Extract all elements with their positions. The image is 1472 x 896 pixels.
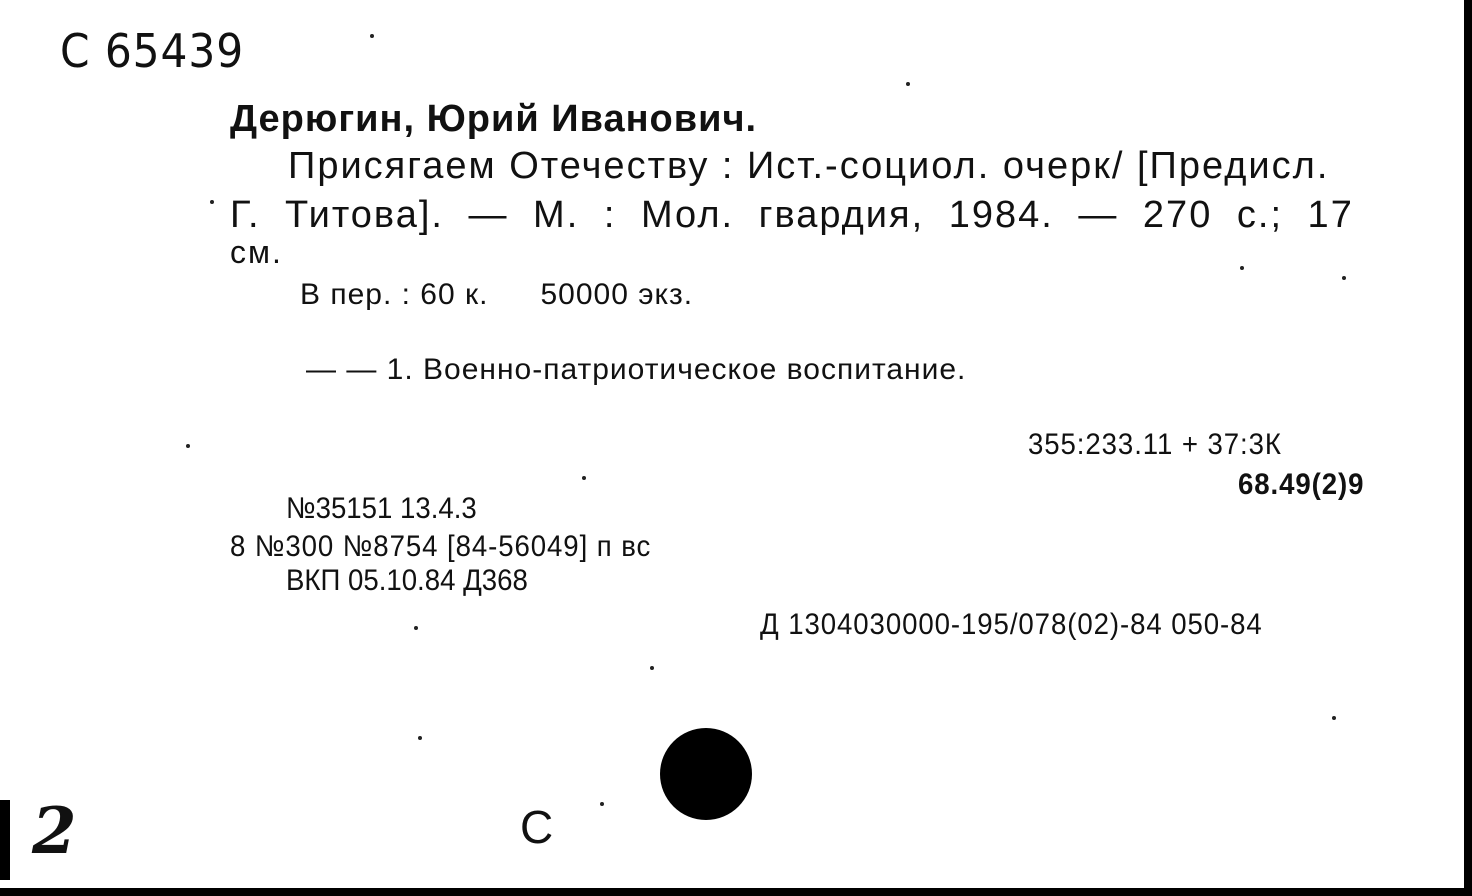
speck: [186, 444, 190, 448]
speck: [418, 736, 422, 740]
title-line-2: Г. Титова]. — М. : Мол. гвардия, 1984. — 270 с.; 17: [230, 194, 1354, 236]
price: В пер. : 60 к.: [300, 278, 489, 311]
price-line: [300, 280, 693, 310]
speck: [582, 476, 586, 480]
speck: [414, 626, 418, 630]
handwritten-mark: 2: [32, 794, 77, 869]
publisher-code: Д 1304030000-195/078(02)-84 050-84: [760, 608, 1263, 641]
title-line-3: см.: [230, 234, 283, 270]
title-line-1: Присягаем Отечеству : Ист.-социол. очерк/ [Предисл.: [288, 145, 1330, 187]
speck: [600, 802, 604, 806]
subject-heading: — — 1. Военно-патриотическое воспитание.: [306, 353, 967, 386]
letter-mark: С: [520, 801, 554, 853]
call-number: С 65439: [60, 24, 245, 78]
inventory-line-2: 8 №300 №8754 [84-56049] п вс: [230, 530, 652, 563]
author-heading: Дерюгин, Юрий Иванович.: [230, 98, 758, 140]
punch-hole: [660, 728, 752, 820]
classification-udc: 355:233.11 + 37:3К: [1028, 428, 1282, 461]
inventory-line-1: №35151 13.4.3: [286, 492, 477, 525]
speck: [1332, 716, 1336, 720]
inventory-line-3: ВКП 05.10.84 Д368: [286, 564, 528, 597]
speck: [370, 34, 374, 38]
speck: [1342, 276, 1346, 280]
speck: [210, 200, 214, 204]
speck: [906, 82, 910, 86]
speck: [1240, 266, 1244, 270]
circulation: 50000 экз.: [540, 278, 694, 311]
classification-bbk: 68.49(2)9: [1238, 468, 1365, 501]
speck: [650, 666, 654, 670]
card-edge-shadow: [0, 800, 10, 880]
